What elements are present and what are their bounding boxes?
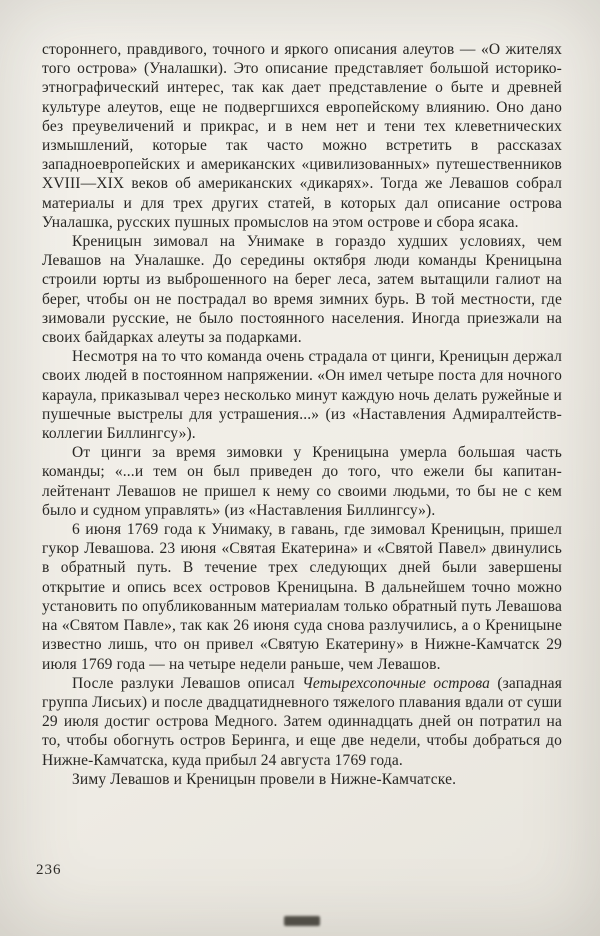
paragraph-wintering: Креницын зимовал на Унимаке в гораздо худших условиях, чем Левашов на Уналашке. До середины октября люди команды Креницына строили юрты из выброшенного на берег леса, затем вытащили галиот на берег, чтобы он не пострадал во время зимних бурь. В той местности, где зимовали русские, не было постоянного населения. Иногда приезжали на своих байдарках алеуты за подарками. — [42, 233, 562, 347]
text-block — [42, 40, 562, 789]
paragraph-continuation: стороннего, правдивого, точного и яркого описания алеутов — «О жителях того острова» (Уналашки). Это описание представляет большой историко-этнографический интерес, так как дает представление о быте и древней культуре алеутов, еще не подвергшихся европейскому влиянию. Оно дано без преувеличений и прикрас, и в нем нет и тени тех клеветнических измышлений, которые так часто можно встретить в рассказах западноевропейских и американских «цивилизованных» путешественников XVIII—XIX веков об американских «дикарях». Тогда же Левашов собрал материалы и для трех других статей, в которых дал описание острова Уналашка, русских пушных промыслов на этом острове и сбора ясака. — [42, 41, 562, 231]
paragraph-text-segment: После разлуки Левашов описал — [72, 674, 303, 692]
paragraph-levashov-route — [42, 674, 562, 770]
paragraph-winter-in-kamchatsk: Зиму Левашов и Креницын провели в Нижне-Камчатске. — [72, 770, 457, 788]
paragraph-crew-losses: От цинги за время зимовки у Креницына умерла большая часть команды; «...и тем он был приведен до того, что ежели бы капитан-лейтенант Левашов не пришел к нему со своими людьми, то бы не с кем было и судном управлять» (из «Наставления Биллингсу»). — [42, 444, 562, 519]
paragraph-scurvy-discipline: Несмотря на то что команда очень страдала от цинги, Креницын держал своих людей в постоянном напряжении. «Он имел четыре поста для ночного караула, приказывал через несколько минут каждую ночь делать ружейные и пушечные выстрелы для устрашения...» (из «Наставления Адмиралтейств-коллегии Биллингсу»). — [42, 348, 562, 443]
paragraph-text-segment: (западная группа Лисьих) и после двадцатидневного тяжелого плавания вдали от суши 29 июля достиг острова Медного. Затем одиннадцать дней он потратил на то, чтобы обогнуть остров Беринга, и еще две недели, чтобы добраться до Нижне-Камчатска, куда прибыл 24 августа 1769 года. — [42, 674, 562, 769]
paragraph-return-voyage: 6 июня 1769 года к Унимаку, в гавань, где зимовал Креницын, пришел гукор Левашова. 23 июня «Святая Екатерина» и «Святой Павел» двинулись в обратный путь. В течение трех следующих дней были завершены открытие и опись всех островов Креницына. В дальнейшем точно можно установить по опубликованным материалам только обратный путь Левашова на «Святом Павле», так как 26 июня суда снова разлучились, а о Креницыне известно лишь, что он привел «Святую Екатерину» в Нижне-Камчатск 29 июля 1769 года — на четыре недели раньше, чем Левашов. — [42, 521, 562, 673]
page-number: 236 — [36, 862, 62, 878]
scan-artifact — [284, 916, 320, 926]
italic-island-name: Четырехсопочные острова — [302, 674, 491, 692]
